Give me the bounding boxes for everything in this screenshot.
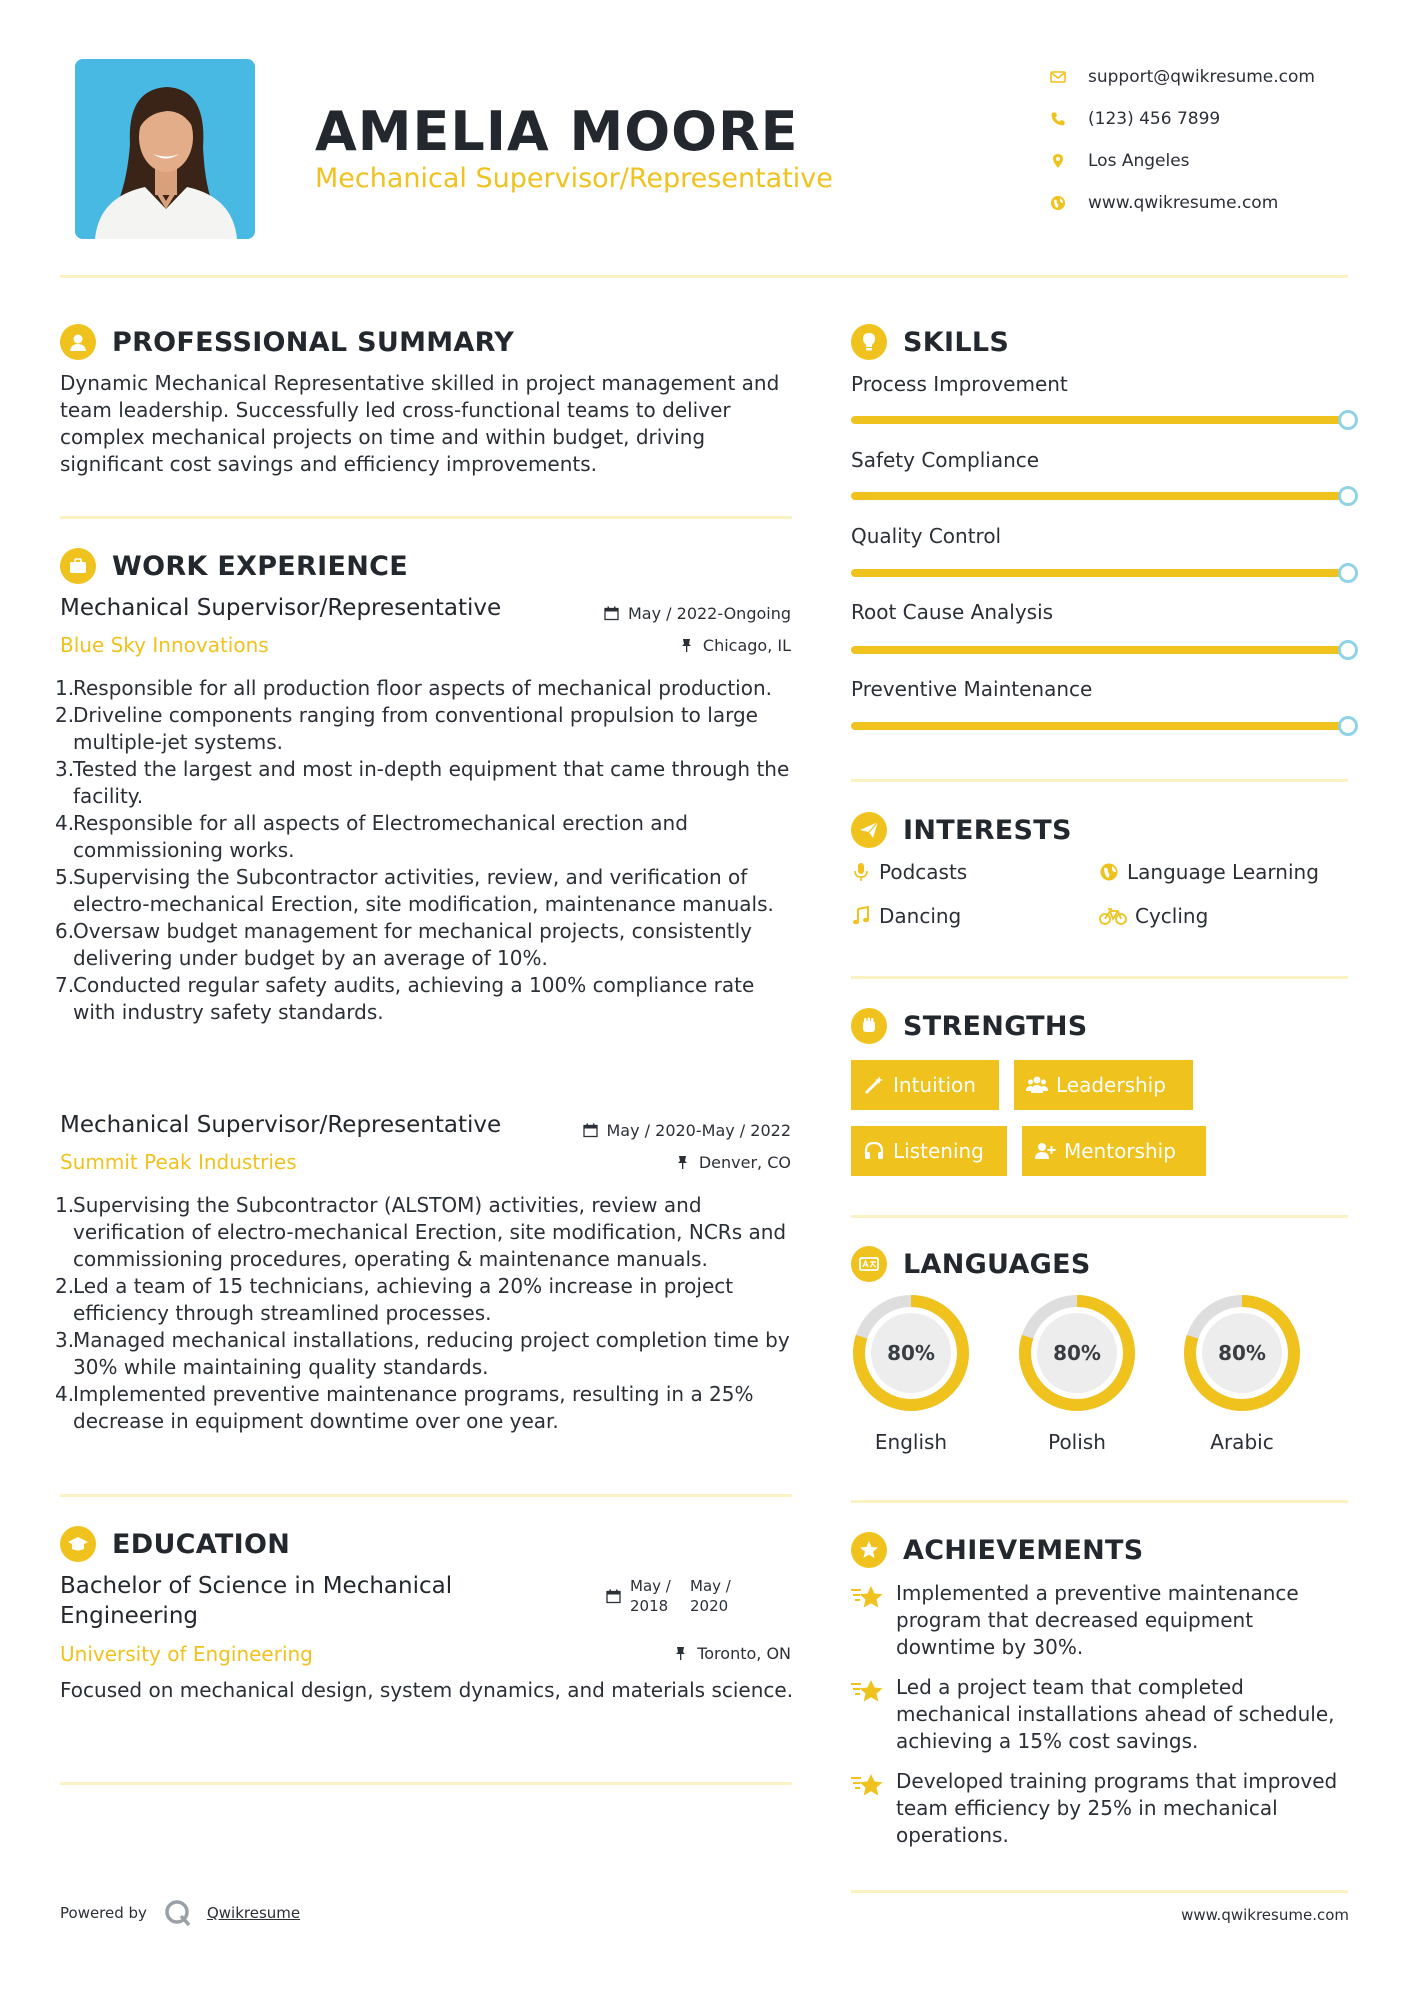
pushpin-icon [673,1646,693,1662]
interest-label: Language Learning [1127,860,1319,884]
education-heading [60,1526,290,1562]
experience-divider [60,1494,792,1497]
graduation-cap-icon [60,1526,96,1562]
strengths-heading [851,1008,1088,1044]
contact-location [1050,140,1380,182]
achievement-item [851,1674,1351,1755]
map-pin-icon [1050,153,1088,169]
language-ring-polish [1015,1291,1139,1415]
skill-knob [1338,640,1358,660]
interest-label: Cycling [1135,904,1209,928]
skill-knob [1338,410,1358,430]
star-icon [851,1674,896,1755]
interest-podcasts [851,860,967,884]
interest-label: Podcasts [879,860,968,884]
summary-text: Dynamic Mechanical Representative skilled in project management and team leadership. Successfully led cross-functional teams to deliver complex mechanical projects on time and within budget, driving significant cost savings and efficiency improvements. [60,371,780,476]
fist-icon [851,1008,887,1044]
job-1-title: Mechanical Supervisor/Representative [60,595,502,621]
skill-bar [851,569,1348,577]
interest-language-learning [1099,860,1319,884]
skills-divider [851,779,1348,782]
bicycle-icon [1099,906,1135,926]
award-icon [851,1532,887,1568]
paper-plane-icon [851,812,887,848]
achievements-heading [851,1532,1144,1568]
strength-label: Intuition [893,1073,976,1097]
contact-email[interactable] [1050,56,1380,98]
list-item: 6. Oversaw budget management for mechanical projects, consistently delivering under budget by an average of 10%. [55,919,752,970]
list-item: 1. Responsible for all production floor aspects of mechanical production. [55,676,772,700]
envelope-icon [1050,69,1088,85]
interests-divider [851,976,1348,979]
education-divider [60,1782,792,1785]
languages-heading [851,1246,1091,1282]
skill-bar [851,646,1348,654]
powered-by-text: Powered by [60,1904,147,1922]
job-2-dates [583,1121,792,1140]
microphone-icon [851,862,879,882]
achievements-title: ACHIEVEMENTS [903,1534,1144,1566]
star-icon [851,1768,896,1849]
education-end-date: May / 2020 [690,1577,731,1615]
skill-label: Quality Control [851,524,1002,548]
calendar-icon [606,1588,626,1604]
skill-knob [1338,716,1358,736]
achievement-item [851,1768,1351,1849]
list-item: 3. Tested the largest and most in-depth equipment that came through the facility. [55,757,790,808]
music-note-icon [851,906,879,926]
language-label: Arabic [1210,1430,1274,1454]
profile-photo [75,59,255,239]
job-2-responsibilities [55,1192,800,1435]
header-divider [60,275,1348,278]
interests-heading [851,812,1072,848]
list-item: 4. Implemented preventive maintenance programs, resulting in a 25% decrease in equipment downtime over one year. [55,1382,754,1433]
strength-tag-intuition [851,1060,999,1110]
star-icon [851,1580,896,1661]
languages-title: LANGUAGES [903,1248,1091,1280]
strength-label: Mentorship [1064,1139,1176,1163]
experience-title: WORK EXPERIENCE [112,550,408,582]
job-1-responsibilities [55,675,800,1026]
language-ring-english [849,1291,973,1415]
pushpin-icon [675,1155,695,1171]
job-1-location-text: Chicago, IL [702,636,791,655]
skills-heading [851,324,1009,360]
degree-line-1: Bachelor of Science in Mechanical [60,1573,453,1599]
magic-wand-icon [863,1074,893,1096]
job-1-company: Blue Sky Innovations [60,633,269,657]
contact-website[interactable] [1050,182,1380,224]
skill-label: Safety Compliance [851,448,1040,472]
strength-tag-listening [851,1126,1007,1176]
skill-bar [851,416,1348,424]
list-item: 2. Driveline components ranging from conventional propulsion to large multiple-jet systems. [55,703,758,754]
interests-title: INTERESTS [903,814,1072,846]
summary-divider [60,516,792,519]
headphones-icon [863,1140,893,1162]
list-item: 2. Led a team of 15 technicians, achieving a 20% increase in project efficiency through streamlined processes. [55,1274,734,1325]
education-location-text: Toronto, ON [697,1644,791,1663]
list-item: 1. Supervising the Subcontractor (ALSTOM) activities, review and verification of electro-mechanical Erection, site modification, NCRs and commissioning procedures, operating & maintenance manuals. [55,1193,787,1271]
candidate-name: AMELIA MOORE [315,100,799,163]
achievement-item [851,1580,1351,1661]
skill-label: Process Improvement [851,372,1068,396]
list-item: 4. Responsible for all aspects of Electromechanical erection and commissioning works. [55,811,688,862]
interest-dancing [851,904,961,928]
education-title: EDUCATION [112,1528,291,1560]
strength-label: Leadership [1056,1073,1166,1097]
skill-knob [1338,563,1358,583]
job-1-dates-text: May / 2022-Ongoing [628,604,791,623]
achievements-divider [851,1890,1348,1893]
calendar-icon [604,606,624,622]
job-2-company: Summit Peak Industries [60,1150,297,1174]
job-2-location [675,1153,791,1172]
achievement-text: Led a project team that completed mechanical installations ahead of schedule, achieving a 15% cost savings. [896,1675,1335,1753]
language-label: Polish [1048,1430,1106,1454]
qwikresume-logo-icon [163,1898,193,1928]
experience-heading [60,548,408,584]
skill-label: Preventive Maintenance [851,677,1093,701]
contact-list [1050,56,1380,224]
globe-icon [1050,195,1088,211]
strength-tag-mentorship [1022,1126,1206,1176]
language-label: English [874,1430,948,1454]
language-percent: 80% [1053,1341,1101,1365]
education-location [673,1644,791,1663]
globe-icon [1099,862,1127,882]
degree-line-2: Engineering [60,1603,198,1629]
skills-title: SKILLS [903,326,1010,358]
language-percent: 80% [1218,1341,1266,1365]
qwikresume-link[interactable]: Qwikresume [206,1904,301,1922]
education-start-date: May / 2018 [630,1577,671,1615]
user-plus-icon [1034,1140,1064,1162]
language-ring-arabic [1180,1291,1304,1415]
job-2-dates-text: May / 2020-May / 2022 [606,1121,791,1140]
footer-powered-by [60,1898,300,1928]
strengths-title: STRENGTHS [903,1010,1088,1042]
list-item: 7. Conducted regular safety audits, achieving a 100% compliance rate with industry safety standards. [55,973,755,1024]
summary-heading [60,324,514,360]
contact-location-text: Los Angeles [1088,151,1190,171]
contact-email-text: support@qwikresume.com [1088,67,1315,87]
job-1-dates [604,604,791,623]
education-school: University of Engineering [60,1642,313,1666]
calendar-icon [583,1123,603,1139]
interest-cycling [1099,904,1208,928]
job-1-location [679,636,791,655]
skill-bar [851,722,1348,730]
list-item: 5. Supervising the Subcontractor activities, review, and verification of electro-mechanical Erection, site modification, maintenance manuals. [55,865,774,916]
education-dates [606,1576,731,1616]
language-percent: 80% [887,1341,935,1365]
footer-website[interactable]: www.qwikresume.com [1181,1906,1349,1924]
contact-phone[interactable] [1050,98,1380,140]
education-description: Focused on mechanical design, system dynamics, and materials science. [60,1678,794,1702]
interest-label: Dancing [879,904,962,928]
candidate-title: Mechanical Supervisor/Representative [315,163,833,194]
contact-phone-text: (123) 456 7899 [1088,109,1221,129]
achievement-text: Developed training programs that improved team efficiency by 25% in mechanical operations. [896,1769,1338,1847]
strength-label: Listening [893,1139,984,1163]
achievement-text: Implemented a preventive maintenance program that decreased equipment downtime by 30%. [896,1581,1299,1659]
pushpin-icon [679,638,699,654]
job-2-title: Mechanical Supervisor/Representative [60,1112,502,1138]
users-icon [1026,1074,1056,1096]
job-2-location-text: Denver, CO [698,1153,791,1172]
lightbulb-icon [851,324,887,360]
contact-website-text: www.qwikresume.com [1088,193,1279,213]
skill-label: Root Cause Analysis [851,600,1054,624]
skill-bar [851,492,1348,500]
list-item: 3. Managed mechanical installations, reducing project completion time by 30% while maintaining quality standards. [55,1328,790,1379]
briefcase-icon [60,548,96,584]
strength-tag-leadership [1014,1060,1193,1110]
phone-icon [1050,111,1088,127]
languages-divider [851,1500,1348,1503]
summary-title: PROFESSIONAL SUMMARY [112,326,515,358]
skill-knob [1338,486,1358,506]
user-icon [60,324,96,360]
strengths-divider [851,1215,1348,1218]
translate-icon [851,1246,887,1282]
